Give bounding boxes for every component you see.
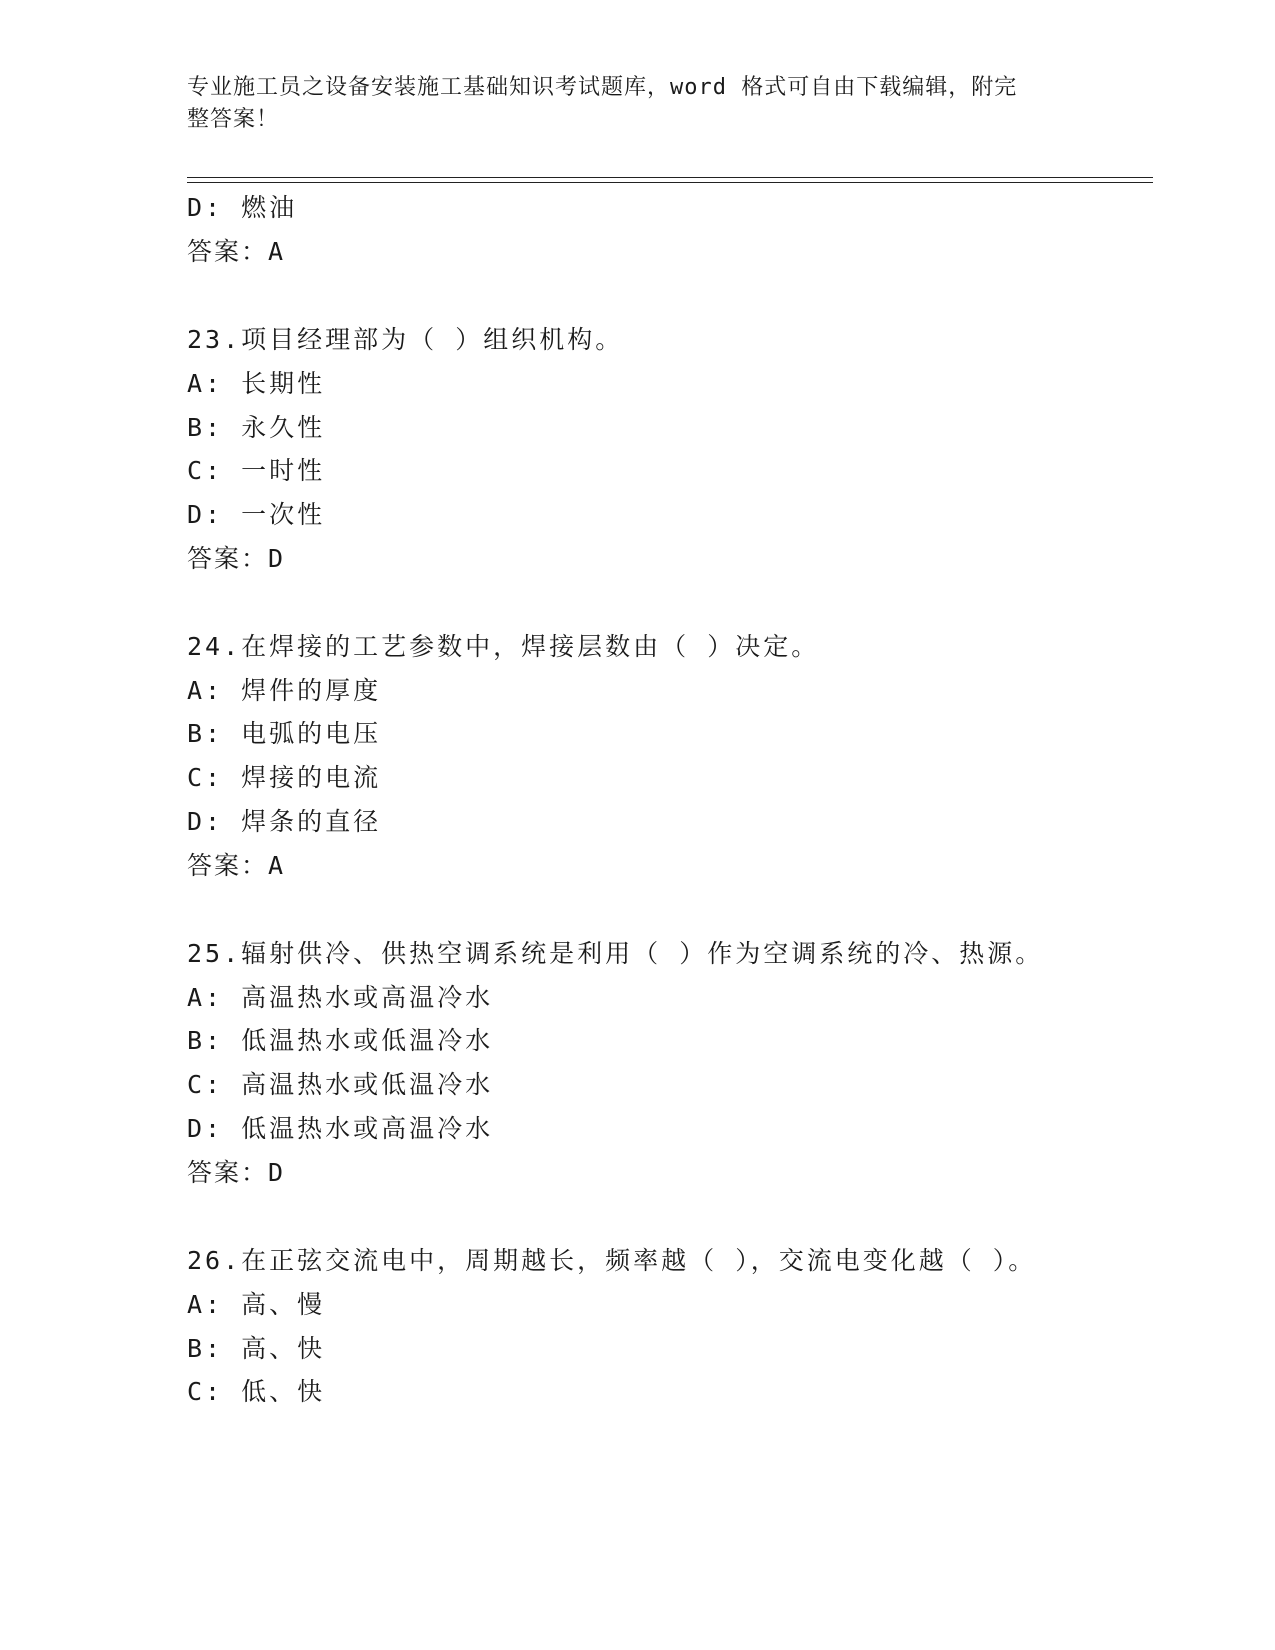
q26-option-a: A: 高、慢	[187, 1290, 326, 1319]
q23-option-c: C: 一时性	[187, 456, 326, 485]
q24-option-a: A: 焊件的厚度	[187, 676, 382, 705]
q25-option-d: D: 低温热水或高温冷水	[187, 1114, 494, 1143]
q24-stem: 24.在焊接的工艺参数中，焊接层数由（ ）决定。	[187, 632, 820, 661]
q25-answer: 答案：D	[187, 1158, 286, 1187]
prev-answer: 答案：A	[187, 237, 286, 266]
q25-option-b: B: 低温热水或低温冷水	[187, 1026, 494, 1055]
q26-option-c: C: 低、快	[187, 1377, 326, 1406]
q24-option-c: C: 焊接的电流	[187, 763, 382, 792]
q25-option-a: A: 高温热水或高温冷水	[187, 983, 494, 1012]
q23-option-b: B: 永久性	[187, 413, 326, 442]
q23-option-d: D: 一次性	[187, 500, 326, 529]
q24-answer: 答案：A	[187, 851, 286, 880]
q26-option-b: B: 高、快	[187, 1334, 326, 1363]
q23-stem: 23.项目经理部为（ ）组织机构。	[187, 325, 624, 354]
header-divider-top	[187, 177, 1153, 178]
q25-stem: 25.辐射供冷、供热空调系统是利用（ ）作为空调系统的冷、热源。	[187, 939, 1044, 968]
document-header	[187, 72, 1067, 136]
q23-answer: 答案：D	[187, 544, 286, 573]
q24-option-b: B: 电弧的电压	[187, 719, 382, 748]
q24-option-d: D: 焊条的直径	[187, 807, 382, 836]
q26-stem: 26.在正弦交流电中，周期越长，频率越（ ），交流电变化越（ ）。	[187, 1246, 1037, 1275]
q25-option-c: C: 高温热水或低温冷水	[187, 1070, 494, 1099]
header-line-2: 整答案！	[187, 107, 280, 132]
prev-option-d: D: 燃油	[187, 193, 298, 222]
q23-option-a: A: 长期性	[187, 369, 326, 398]
header-line-1: 专业施工员之设备安装施工基础知识考试题库，word 格式可自由下载编辑，附完	[187, 75, 1018, 100]
header-divider-bottom	[187, 182, 1153, 183]
